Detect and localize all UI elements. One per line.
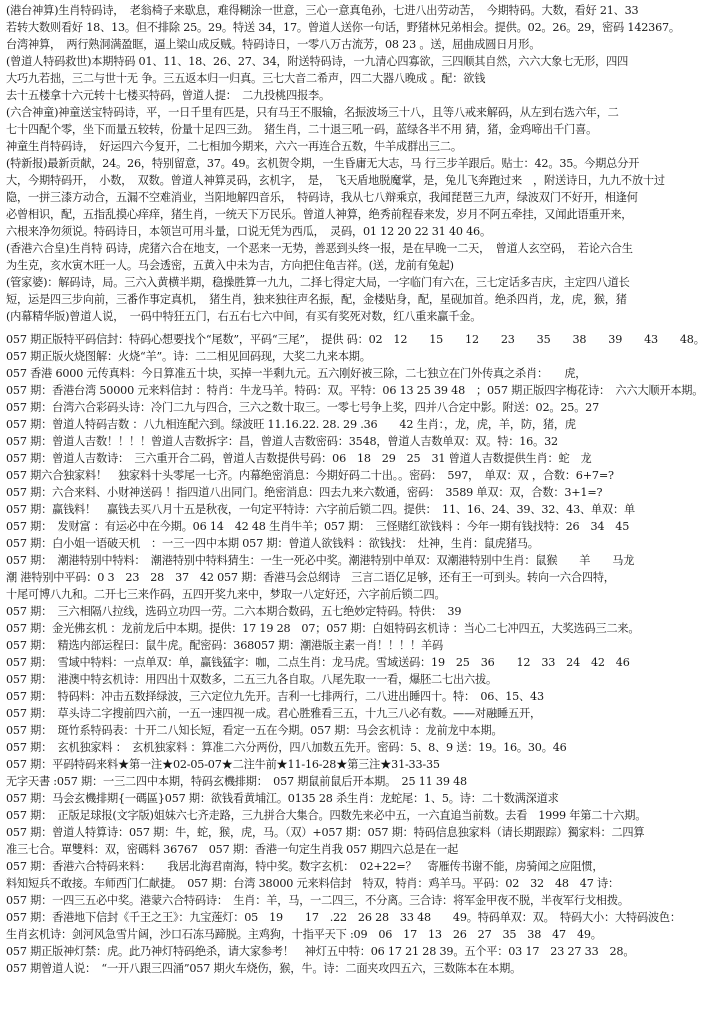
text-line: 隐，一拼三漆方动合，五漏不空难消业，当阳地解四音乐， 特码诗，我从七八辩乘京，我闻琵琶三九声，绿波双门不好开，相逢何 xyxy=(6,191,638,204)
text-line: 无字天書 :057 期：一三二四中本期，特码玄機排期： 057 期鼠前鼠后开本期。 25 11 39 48 xyxy=(6,775,467,788)
text-line: 057 期： 斑竹系特码表：十开二八知长短，看定一五在今期。057 期：马会玄机诗 ：龙前龙中本期。 xyxy=(6,724,503,737)
text-line: (六合神童)神童送宝特码诗，平，一日千里有匹是，只有马王不服输，名振波场三十八，且等八戒来解码，从左到右选六年，二 xyxy=(6,106,619,119)
text-line: 神童生肖特码诗， 好运四六今复开，二七相加今期来，六六一再连合五数，牛羊成群出三二。 xyxy=(6,140,462,153)
text-line: 057 期：金光佛玄机 ：龙前龙后中本期。提供：17 19 28 07；057 期：白姐特码玄机诗 ：当心二七冲四五，大奖选码三二来。 xyxy=(6,622,640,635)
text-line: 057 期： 雪域中特料：一点单双：单，赢钱猛字：咖，二点生肖：龙马虎。雪域送码：19 25 36 12 33 24 42 46 xyxy=(6,656,630,669)
text-line: 057 期正版火烧图解：火烧“羊”。诗：二二相见回码现，大奖二九来本期。 xyxy=(6,350,371,363)
text-line: 大巧九若拙，三二与世十无 争。三五返本归一归真。三七大音二希声，四二大器八晚成 。配：欲钱 xyxy=(6,72,486,85)
text-line: 台湾神算， 两行熟洞满盈眶，逼上梁山成反贼。特码诗日，一零八万古流芳，08 23 。送，屈曲成圆日月形。 xyxy=(6,38,541,51)
text-line: 057 期： 草头诗二字搜前四六前，一五一速四视一成。君心胜雅看三五，十九三八必有数。——对融睡五开， xyxy=(6,707,541,720)
text-line: (管家婆)：解码诗，局。三六入黄横半期，稳操胜算一九九，二择七得定大局，一字临门有六在，三七定话多吉庆，主定四八道长 xyxy=(6,276,630,289)
text-line: 057 期：平码特码来料★第一注★02-05-07★二注牛前★11-16-28★第三注★31-33-35 xyxy=(6,758,440,771)
text-line: 057 期： 发财富 ：有运必中在今期。06 14 42 48 生肖牛羊；057 期： 三怪赌红欲钱料 ：今年一期有钱找特：26 34 45 xyxy=(6,520,630,533)
text-line: 短，运是四三步向前，三番作事定真机， 猪生肖，独来独往声名振，配，金楼贴身，配，星砚加首。绝杀四肖，龙，虎，猴，猪 xyxy=(6,293,627,306)
text-line: 057 期：曾道人特码吉数 ：八九相连配六到。绿波旺 11.16.22. 28. 29 .36 42 生肖：，龙，虎，羊，防，猪，虎 xyxy=(6,418,576,431)
text-line: 057 期：曾道人吉数！！！！曾道人吉数拆字：昌，曾道人吉数密码：3548，曾道人吉数单双：双。特：16。32 xyxy=(6,435,558,448)
text-line: (特新报)最新贡献，24。26，特别留意，37。49。玄机贺令期，一生昏庸无大志，马 行三步羊跟后。贴士：42。35。今期总分开 xyxy=(6,157,640,170)
text-line: 料知短兵不敢接。车师西门仁献捷。 057 期：台湾 38000 元来料信封 特双，特肖：鸡羊马。平码：02 32 48 47 诗： xyxy=(6,877,619,890)
text-line: 生肖玄机诗：剑河风急雪片阔，沙口石冻马蹄脱。主鸡狗，十指平天下 :09 06 17 13 26 27 35 38 47 49。 xyxy=(6,928,602,941)
text-line: 准三七合。單雙料：双，密碼料 36767 057 期：香港一句定生肖我 057 期四六总是在一起 xyxy=(6,843,459,856)
text-line: 057 期：曾道人吉数诗： 三六重开合二码，曾道人吉数提供号码：06 18 29 25 31 曾道人吉数提供生肖：蛇 龙 xyxy=(6,452,592,465)
text-line: (曾道人特码救世)本期特码 01、11、18、26、27、34，附送特码诗，一九清心四寡欲，三四顺其自然，六六大象七无形，四四 xyxy=(6,55,629,68)
text-line: 七十四配个零，坐下而量五较转，份量十足四三劲。 猪生肖，二十退三吼一码，蓝绿各半不用 猜，猪，金鸡啼出千门喜。 xyxy=(6,123,598,136)
text-line: 057 期：赢钱料！ 赢钱去买八月十五是秋夜，一句定平特诗：六字前后锁二四。提供： 11、16、24、39、32、43、单双：单 xyxy=(6,503,635,516)
text-line: 若转大数则看好 18、13。但不排除 25。29。特送 34，17。曾道人送你一句话，野猪林兄弟相会。提供。02。26。29，密码 142367。 xyxy=(6,21,680,34)
text-line: 必曾相识，配，五指乱摸心痒痒，猪生肖，一统天下万民乐。曾道人神算，绝秀前程春来发，岁月不阿五牵挂，又闻此语重开来， xyxy=(6,208,633,221)
text-line: 057 香港 6000 元传真料：今日算准五十块，买掉一半剩九元。五六刚好被三除，二七独立在门外传真之杀肖： 虎， xyxy=(6,367,587,380)
text-line: 057 期： 玄机独家料 ： 玄机独家料 ：算准二六分两份，四八加数五先开。密码：5、8、9 送：19。16。30。46 xyxy=(6,741,567,754)
text-line: 潮 港特别中平码：0 3 23 28 37 42 057 期：香港马会总纲诗 三言二语亿足够，还有王一可到头。转向一六合四特， xyxy=(6,571,615,584)
text-line: 六根来净勿须说。特码诗日，本领岂可用斗量，口说无凭为西瓜， 灵码，01 12 20 22 31 40 46。 xyxy=(6,225,491,238)
text-line: (内幕精华版)曾道人说， 一码中特狂五门，右五右七六中间，有买有奖死对数，红八重来赢千金。 xyxy=(6,310,482,323)
text-line: 057 期：台湾六合彩码头诗：冷门二九与四合，三六之数十取三。一零七号争上奖，四并八合定中影。附送：02。25。27 xyxy=(6,401,600,414)
text-line: 057 期曾道人说： “一开八跟三四涌”057 期火车烧伤，猴，牛。诗：二面夹攻四五六，三数陈本在本期。 xyxy=(6,962,522,975)
text-line: 057 期： 潮港特别中特料： 潮港特别中特料猜生：一生一死必中奖。潮港特别中单双：双潮港特别中生肖：鼠猴 羊 马龙 xyxy=(6,554,635,567)
text-line: 为生克，亥水寅木旺一人。马会透密，五黄入中未为吉，方向把住龟吉祥。(送，龙前有兔起) xyxy=(6,259,454,272)
text-line: (香港六合皇)生肖特 码诗，虎猪六合在地支，一个恶来一无势，善恶到头终一报，是在早晚一二天， 曾道人玄空码， 若论六合生 xyxy=(6,242,633,255)
text-line: 十尾可博八九和。二开七三来作码，五四开奖九来中，梦取一八定好还，六字前后锁二四。 xyxy=(6,588,446,601)
text-line: 057 期：白小姐一语破天机 ：一三一四中本期 057 期：曾道人欲钱料 ：欲钱找： 灶神，生肖：鼠虎猪马。 xyxy=(6,537,539,550)
text-line: 057 期： 三六相隔八拉线，选码立功四一劳。二六本期合数码，五七绝妙定特码。特供： 39 xyxy=(6,605,462,618)
text-line: 057 期： 港澳中特玄机诗：用四出十双数多，二五三九各自取。八尾先取一一看，爆胚二七出六拔。 xyxy=(6,673,497,686)
text-line: 057 期：六合来料、小财神送码 ！指四道八出同门。绝密消息：四去九来六数通，密码： 3589 单双：双，合数：3+1=? xyxy=(6,486,603,499)
text-line: 057 期： 精选内部运程曰：鼠牛虎。配密码：368057 期：潮港版主素一肖！！！！羊码 xyxy=(6,639,443,652)
text-line: 057 期： 正版足球报(文字版)姐妹六七齐走路，三九拼合大集合。四数先来必中五，一六直追当前数。去看 1999 年第二十六期。 xyxy=(6,809,647,822)
text-line: 大，今期特码开， 小数， 双数。曾道人神算灵码，玄机字， 是， 飞天盾地脱魔掌，是，兔儿飞奔跑过来 ，附送诗日，九九不放十过 xyxy=(6,174,665,187)
text-line: 057 期六合独家料！ 独家料十头零尾一七齐。内幕绝密消息：今期好码二十出。。密码： 597， 单双：双 ，合数：6+7=? xyxy=(6,469,614,482)
text-line: 057 期： 特码料：冲击五数择绿波，三六定位九先开。吉利一七排两行，二八进出睡四十。特： 06、15、43 xyxy=(6,690,544,703)
text-line: 057 期：香港台湾 50000 元来料信封 ：特肖：牛龙马羊。特码：双。平特：06 13 25 39 48 ；057 期正版四字梅花诗： 六六大顺开本期。 xyxy=(6,384,704,397)
text-line: (港台神算)生肖特码诗， 老翁椅子来歇息，难得糊涂一世意，三心一意真龟孙，七进八出劳动苦， 今期特码。大数，看好 21、33 xyxy=(6,4,639,17)
text-line: 057 期：曾道人特算诗：057 期：牛，蛇，猴，虎，马。（双）+057 期：057 期：特码信息独家料（请长期跟踪）獨家料：二四算 xyxy=(6,826,645,839)
text-line: 057 期：马会玄機排期{一碼區}057 期：欲钱看黄埔江。0135 28 杀生肖：龙蛇尾：1、5。诗：二十数满深道求 xyxy=(6,792,559,805)
text-line: 057 期正版特平码信封：特码心想要找个“尾数”，平码“三尾”， 提供 码：02 12 15 12 23 35 38 39 43 48。 xyxy=(6,333,705,346)
text-line: 057 期正版神灯禁：虎。此乃神灯特码绝杀，请大家参考！ 神灯五中特：06 17 21 28 39。五个平：03 17 23 27 33 28。 xyxy=(6,945,635,958)
text-line: 057 期：一四三五必中奖。港蒙六合特码诗： 生肖：羊，马，一二四三，不分离。三合诗：将军金甲夜不脱，半夜军行戈相拨。 xyxy=(6,894,629,907)
text-line: 057 期：香港六合特码来料： 我居北海君南海，特中奖。数字玄机： 02+22=？ 寄雁传书谢不能，房骑闻之应阻惯， xyxy=(6,860,604,873)
text-line: 057 期：香港地下信封《千王之王》：九宝莲灯：05 19 17 .22 26 28 33 48 49。特码单双：双。 特码大小：大特码波色： xyxy=(6,911,681,924)
text-line: 去十五楼拿十六元转十七楼买特码，曾道人提： 二九投桃四报李。 xyxy=(6,89,331,102)
